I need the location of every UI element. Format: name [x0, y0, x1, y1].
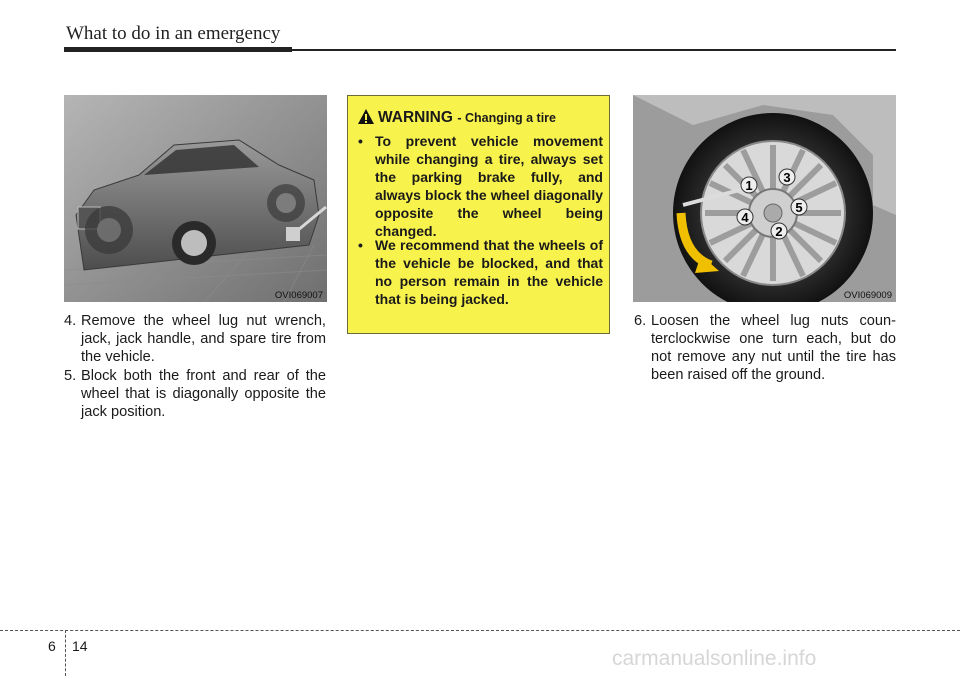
- header-tab-bar: [64, 47, 292, 52]
- step-4: [64, 312, 326, 366]
- warning-subtitle: - Changing a tire: [457, 111, 556, 125]
- step-6: [634, 312, 896, 384]
- warning-triangle-icon: [357, 108, 375, 126]
- step-number: 4.: [64, 313, 77, 329]
- wheel-illustration: [633, 95, 896, 302]
- header-title: What to do in an emergency: [66, 23, 281, 44]
- lug-number: 1: [745, 178, 753, 193]
- step-number: 5.: [64, 368, 77, 384]
- car-illustration: [64, 95, 327, 302]
- footer-rule: [0, 630, 960, 631]
- warning-item: [358, 236, 603, 308]
- bullet: •: [358, 237, 363, 253]
- section-number: 6: [48, 638, 56, 654]
- lug-number: 2: [775, 224, 783, 239]
- warning-heading: [378, 109, 608, 131]
- warning-item-text: To prevent vehicle movement while changing a tire, always set the parking brake fully, and always block the wheel diagonally opposite the wheel being changed.: [375, 133, 603, 239]
- warning-item-text: We recommend that the wheels of the vehicle be blocked, and that no person remain in the vehicle that is being jacked.: [375, 237, 603, 307]
- lug-number: 4: [741, 210, 749, 225]
- lug-number: 5: [795, 200, 803, 215]
- figure-wheel-lug-nuts: [633, 95, 896, 302]
- warning-label: WARNING: [378, 109, 453, 126]
- bullet: •: [358, 133, 363, 149]
- step-text: Loosen the wheel lug nuts coun-terclockwise one turn each, but do not remove any nut until the tire has been raised off the ground.: [651, 313, 896, 383]
- step-text: Remove the wheel lug nut wrench, jack, jack handle, and spare tire from the vehicle.: [81, 313, 326, 365]
- warning-item: [358, 132, 603, 240]
- step-5: [64, 367, 326, 421]
- warning-box: [347, 95, 610, 334]
- figure-caption: OVI069009: [843, 290, 892, 301]
- step-number: 6.: [634, 313, 647, 329]
- footer-divider: [65, 630, 66, 676]
- figure-caption: OVI069007: [274, 290, 323, 301]
- figure-car-jack: [64, 95, 327, 302]
- lug-number: 3: [783, 170, 791, 185]
- step-text: Block both the front and rear of the wheel that is diagonally opposite the jack position.: [81, 368, 326, 420]
- watermark: carmanualsonline.info: [612, 647, 817, 670]
- page-number: 14: [72, 638, 88, 654]
